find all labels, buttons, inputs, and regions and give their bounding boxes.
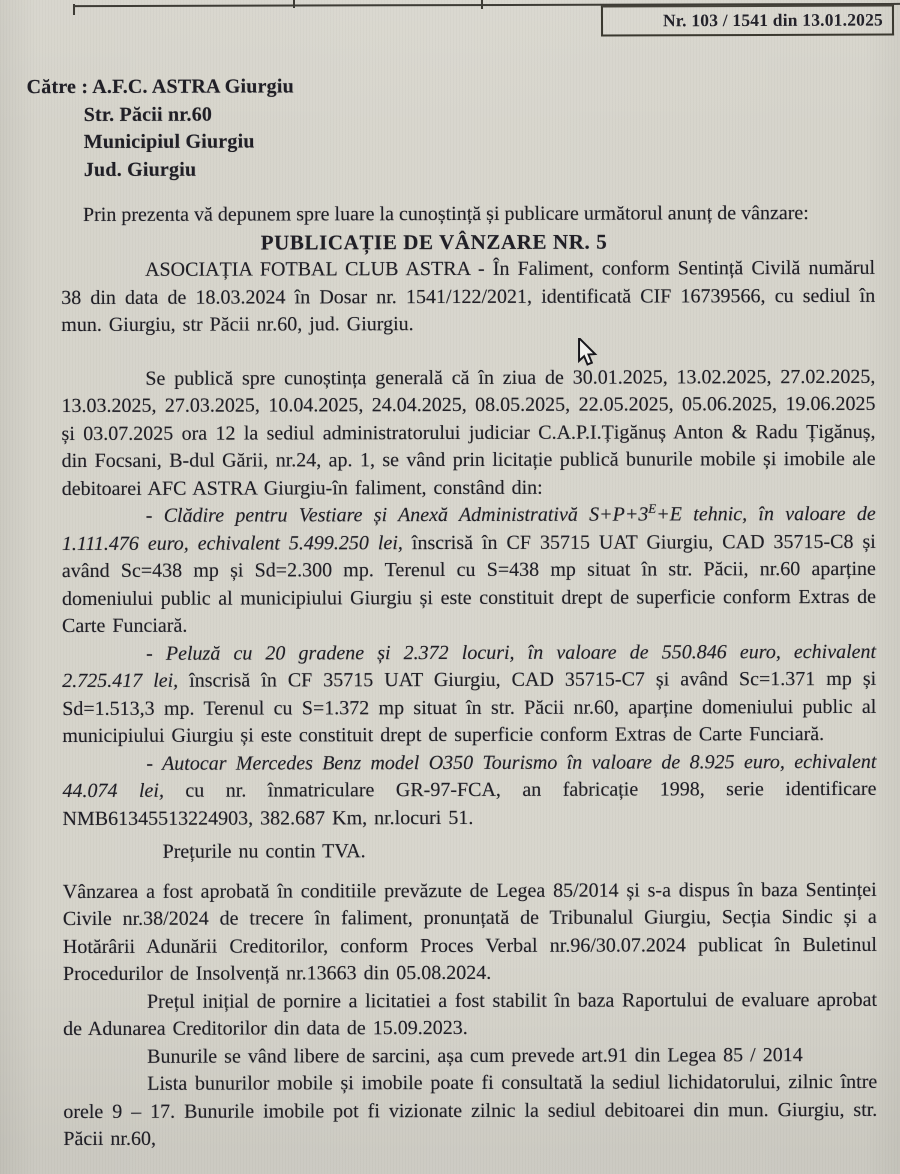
asset-building-paragraph xyxy=(62,501,876,641)
document-number-box xyxy=(601,4,894,36)
auction-dates-paragraph: Se publică spre cunoștința generală că în ziua de 30.01.2025, 13.02.2025, 27.02.2025, 13.03.2025, 27.03.2025, 10.04.2025, 24.04.2025, 08.05.2025, 22.05.2025, 05.06.2025, 19.06.2025 și 03.07.2025 ora 12 la sediul administratorului judiciar C.A.P.I.Țigănuș Anton & Radu Țigănuș, din Focsani, B-dul Gării, nr.24, ap. 1, se vând prin licitație publică bunurile mobile și imobile ale debitoarei AFC ASTRA Giurgiu-în faliment, constând din: xyxy=(61,365,876,500)
intro-paragraph: Prin prezenta vă depunem spre luare la cunoștință și publicare următorul anunț de vânzare: xyxy=(82,202,809,226)
asset-bus-paragraph xyxy=(62,748,876,833)
company-paragraph: ASOCIAȚIA FOTBAL CLUB ASTRA - În Faliment, conform Sentință Civilă numărul 38 din data de 18.03.2024 în Dosar nr. 1541/122/2021, identificată CIF 16739566, cu sediul în mun. Giurgiu, str Păcii nr.60, jud. Giurgiu. xyxy=(61,256,876,337)
vat-paragraph: Prețurile nu contin TVA. xyxy=(162,840,366,863)
asset-bus-italic: - Autocar Mercedes Benz model O350 Tourismo în valoare de 8.925 euro, echivalent 44.074 lei, xyxy=(62,750,877,803)
mouse-cursor xyxy=(577,338,598,369)
scan-border-tick xyxy=(481,0,483,9)
approval-paragraph: Vânzarea a fost aprobată în conditiile prevăzute de Legea 85/2014 și s-a dispus în baza Sentinței Civile nr.38/2024 de trecere în faliment, pronunțată de Tribunalul Giurgiu, Secția Sindic și a Hotărârii Adunării Creditorilor, conform Proces Verbal nr.96/30.07.2024 publicat în Buletinul Procedurilor de Insolvență nr.13663 din 05.08.2024. xyxy=(62,878,877,986)
asset-building-superscript: E xyxy=(648,500,657,516)
asset-stand-paragraph xyxy=(62,638,876,750)
asset-building-italic: - Clădire pentru Vestiare și Anexă Administrativă S+P+3 xyxy=(145,503,649,527)
asset-building-details: înscrisă în CF 35715 UAT Giurgiu, CAD 35715-C8 și având Sc=438 mp și Sd=2.300 mp. Terenul cu S=438 mp situat în str. Păcii, nr.60 aparține domeniului public al municipiului Giurgiu și este constituit drept de superficie conform Extras de Carte Funciară. xyxy=(61,530,876,638)
recipient-city: Municipiul Giurgiu xyxy=(83,130,255,153)
scan-border-tick xyxy=(73,4,75,15)
page-title: PUBLICAȚIE DE VÂNZARE NR. 5 xyxy=(260,229,608,254)
recipient-county: Jud. Giurgiu xyxy=(83,158,197,181)
recipient-to: Către : A.F.C. ASTRA Giurgiu xyxy=(26,75,294,99)
recipient-street: Str. Păcii nr.60 xyxy=(83,103,213,126)
viewing-info-paragraph: Lista bunurilor mobile și imobile poate fi consultată la sediul lichidatorului, zilnic între orele 9 – 17. Bunurile imobile pot fi vizionate zilnic la sediul debitoarei din mun. Giurgiu, str. Păcii nr.60, xyxy=(63,1070,878,1151)
asset-building-italic-2: +E tehnic, în valoare de 1.111.476 euro, echivalent 5.499.250 lei, xyxy=(61,502,876,555)
asset-stand-italic: - Peluză cu 20 gradene și 2.372 locuri, în valoare de 550.846 euro, echivalent 2.725.417 lei, xyxy=(62,640,877,693)
recipient-block xyxy=(27,72,875,184)
scan-border-tick xyxy=(293,0,295,8)
document-number: Nr. 103 / 1541 din 13.01.2025 xyxy=(662,9,884,31)
free-of-liens-paragraph: Bunurile se vând libere de sarcini, așa cum prevede art.91 din Legea 85 / 2014 xyxy=(147,1043,803,1068)
asset-stand-details: înscrisă în CF 35715 UAT Giurgiu, CAD 35715-C7 și având Sc=1.371 mp și Sd=1.513,3 mp. Terenul cu S=1.372 mp situat în str. Păcii nr.60, aparține domeniului public al municipiului Giurgiu și este constituit drept de superficie conform Extras de Carte Funciară. xyxy=(62,667,877,748)
document-body xyxy=(27,72,878,1154)
asset-bus-details: cu nr. înmatriculare GR-97-FCA, an fabricație 1998, serie identificare NMB61345513224903, 382.687 Km, nr.locuri 51. xyxy=(62,777,877,830)
starting-price-paragraph: Prețul inițial de pornire a licitatiei a fost stabilit în baza Raportului de evaluare aprobat de Adunarea Creditorilor din data de 15.09.2023. xyxy=(63,988,878,1041)
